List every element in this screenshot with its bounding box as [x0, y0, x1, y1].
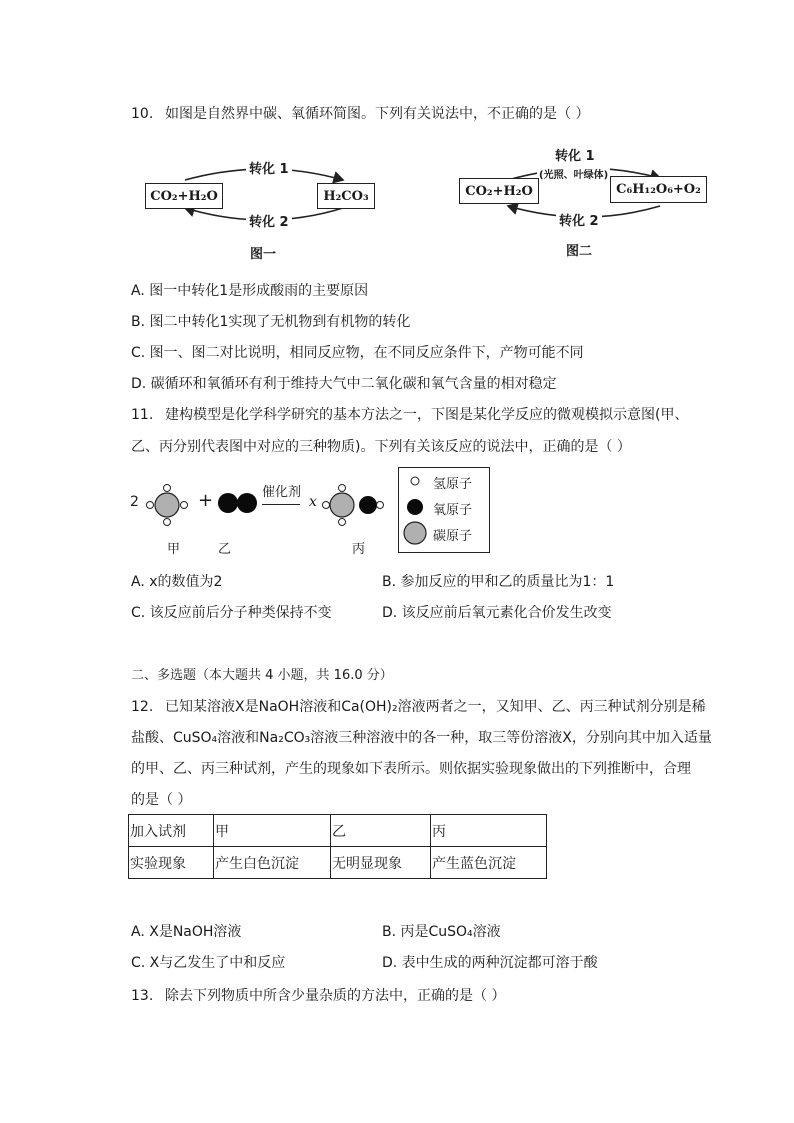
- fig1-conv1: 转化 1: [246, 158, 292, 177]
- legend-carbon: 碳原子: [433, 529, 473, 544]
- table-cell: 产生蓝色沉淀: [431, 847, 547, 879]
- fig2-conv2: 转化 2: [556, 210, 602, 229]
- fig2-left-box: CO₂+H₂O: [459, 178, 539, 204]
- q10-number: 10.: [131, 106, 154, 122]
- molecule-jia: [144, 480, 194, 530]
- table-row: [129, 815, 547, 847]
- legend-hydrogen: 氢原子: [433, 477, 473, 492]
- fig2-right-box: C₆H₁₂O₆+O₂: [610, 176, 707, 203]
- q11-stem-text-1: 建构模型是化学科学研究的基本方法之一，下图是某化学反应的微观模拟示意图(甲、: [165, 407, 689, 423]
- fig1-left-box: CO₂+H₂O: [145, 183, 223, 209]
- q10-option-c: C. 图一、图二对比说明，相同反应物，在不同反应条件下，产物可能不同: [131, 345, 584, 361]
- legend-icons: [402, 470, 430, 550]
- table-cell: 加入试剂: [129, 815, 214, 847]
- label-bing: 丙: [352, 542, 366, 557]
- legend-oxygen: 氧原子: [433, 503, 473, 518]
- table-cell: 产生白色沉淀: [214, 847, 331, 879]
- table-cell: 甲: [214, 815, 331, 847]
- q13-stem-text: 除去下列物质中所含少量杂质的方法中，正确的是（ ）: [165, 988, 506, 1004]
- q10-stem-text: 如图是自然界中碳、氧循环简图。下列有关说法中，不正确的是（ ）: [165, 106, 590, 122]
- q11-option-a: A. x的数值为2: [131, 574, 223, 590]
- fig1-right-box: H₂CO₃: [317, 183, 375, 209]
- q11-option-c: C. 该反应前后分子种类保持不变: [131, 605, 332, 621]
- q12-line4: 的是（ ）: [131, 792, 192, 808]
- q10-stem: [131, 103, 589, 123]
- q12-line1: [131, 696, 706, 716]
- x-coef: x: [309, 494, 317, 510]
- molecule-yi: [216, 490, 260, 516]
- plus-sign: +: [198, 490, 214, 511]
- q11-stem-line2: 乙、丙分别代表图中对应的三种物质)。下列有关该反应的说法中，正确的是（ ）: [131, 439, 631, 455]
- label-jia: 甲: [167, 542, 181, 557]
- table-cell: 乙: [331, 815, 431, 847]
- q11-coef: 2: [130, 494, 139, 510]
- catalyst-label: 催化剂: [262, 485, 302, 500]
- q10-option-d: D. 碳循环和氧循环有利于维持大气中二氧化碳和氧气含量的相对稳定: [131, 376, 557, 392]
- q12-line2: 盐酸、CuSO₄溶液和Na₂CO₃溶液三种溶液中的各一种，取三等份溶液X，分别向其中加入适量: [131, 730, 712, 746]
- fig1-caption: 图一: [250, 247, 277, 262]
- table-cell: 无明显现象: [331, 847, 431, 879]
- q11-option-d: D. 该反应前后氧元素化合价发生改变: [382, 605, 612, 621]
- q11-stem-line1: [131, 404, 688, 424]
- q12-option-a: A. X是NaOH溶液: [131, 924, 242, 940]
- q12-number: 12.: [131, 699, 154, 715]
- q10-option-b: B. 图二中转化1实现了无机物到有机物的转化: [131, 314, 411, 330]
- reaction-arrow: [262, 504, 300, 505]
- fig1-conv2: 转化 2: [246, 211, 292, 230]
- table-row: [129, 847, 547, 879]
- table-cell: 丙: [431, 815, 547, 847]
- q13-stem: [131, 985, 505, 1005]
- q12-option-d: D. 表中生成的两种沉淀都可溶于酸: [382, 955, 598, 971]
- molecule-bing: [322, 480, 386, 530]
- q13-number: 13.: [131, 988, 154, 1004]
- q12-line3: 的甲、乙、丙三种试剂，产生的现象如下表所示。则依据实验现象做出的下列推断中，合理: [131, 761, 691, 777]
- fig2-conv1: 转化 1: [555, 149, 595, 164]
- fig2-caption: 图二: [566, 244, 593, 259]
- q11-number: 11.: [131, 407, 154, 423]
- table-cell: 实验现象: [129, 847, 214, 879]
- q10-option-a: A. 图一中转化1是形成酸雨的主要原因: [131, 283, 369, 299]
- label-yi: 乙: [218, 542, 232, 557]
- q12-option-c: C. X与乙发生了中和反应: [131, 955, 286, 971]
- q11-option-b: B. 参加反应的甲和乙的质量比为1：1: [382, 574, 615, 590]
- q12-line1-text: 已知某溶液X是NaOH溶液和Ca(OH)₂溶液两者之一，又知甲、乙、丙三种试剂分别是稀: [165, 699, 706, 715]
- q12-option-b: B. 丙是CuSO₄溶液: [382, 924, 501, 940]
- experiment-table: [128, 814, 547, 879]
- section-heading: 二、多选题（本大题共 4 小题，共 16.0 分）: [131, 668, 393, 683]
- fig2-condition: (光照、叶绿体): [537, 166, 610, 181]
